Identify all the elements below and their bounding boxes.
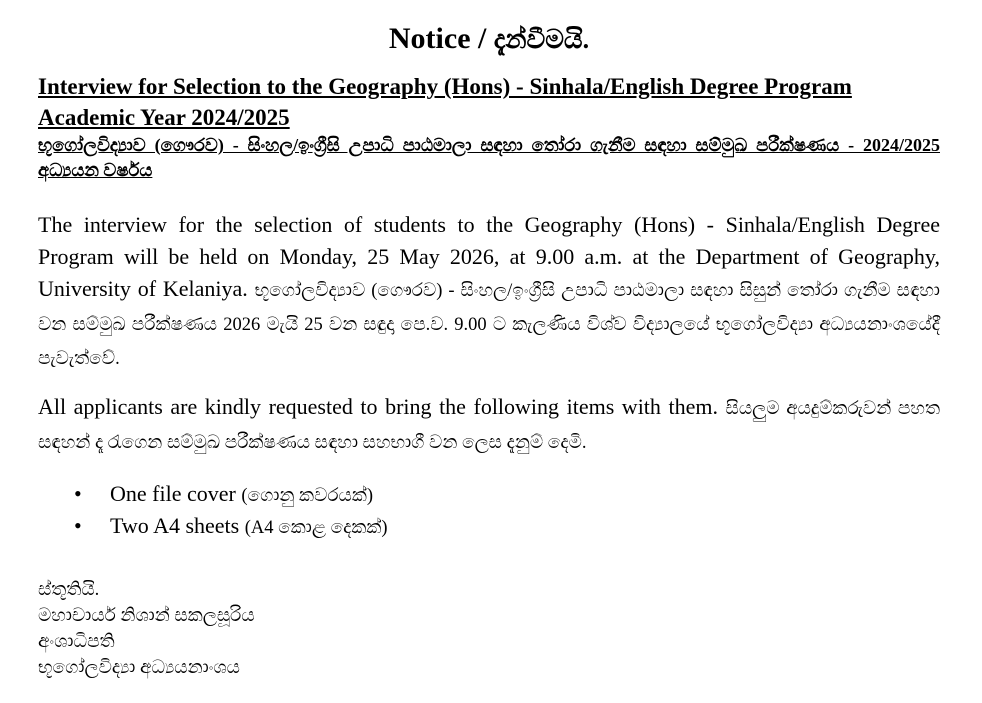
notice-title xyxy=(38,0,940,59)
item-english: One file cover xyxy=(110,481,236,506)
item-sinhala: (ගොනු කවරයක්) xyxy=(241,486,374,506)
interview-details-sinhala: භූගෝලවිද්‍යාව (ගෞරව) - සිංහල/ඉංග්‍රීසි උපාධි පාඨමාලා සඳහා සිසුන් තෝරා ගැනීම සඳහා වන සම්මුඛ පරීක්ෂණය 2026 මැයි 25 වන සඳුදා පෙ.ව. 9.00 ට කැලණිය විශ්ව විද්‍යාලයේ භූගෝලවිද්‍යා අධ්‍යයනාංශයේදී පැවැත්වේ. xyxy=(38,281,941,369)
item-sinhala: (A4 කොළ දෙකක්) xyxy=(244,518,388,538)
signatory-position: අංශාධිපති xyxy=(38,632,115,652)
closing-signature-block xyxy=(38,577,940,681)
bullet-icon: • xyxy=(74,481,82,506)
interview-details-english: The interview for the selection of students to the Geography (Hons) - Sinhala/English Degree Program will be held on Monday, 25 May 2026, at 9.00 a.m. at the Department of Geography, University of Kelaniya. xyxy=(38,212,940,301)
subject-sinhala: භූගෝලවිද්‍යාව (ගෞරව) - සිංහල/ඉංග්‍රීසි උපාධි පාඨමාලා සඳහා තෝරා ගැනීම සඳහා සම්මුඛ පරීක්ෂණය - 2024/2025 අධ්‍යයන වර්ෂය xyxy=(38,135,940,180)
subject-english: Interview for Selection to the Geography (Hons) - Sinhala/English Degree Program Academic Year 2024/2025 xyxy=(38,74,852,130)
notice-title-separator: / xyxy=(470,22,494,55)
item-english: Two A4 sheets xyxy=(110,513,240,538)
notice-title-sinhala: දැන්වීමයි. xyxy=(493,25,590,54)
notice-subject xyxy=(38,71,940,183)
list-item xyxy=(74,511,940,543)
list-item xyxy=(74,479,940,511)
notice-title-english: Notice xyxy=(388,22,471,55)
signatory-name: මහාචාර්ය නිශාන් සකලසූරිය xyxy=(38,606,255,626)
bullet-icon: • xyxy=(74,513,82,538)
required-items-list xyxy=(38,479,940,543)
closing-thanks: ස්තූතියි. xyxy=(38,580,100,600)
requirements-paragraph xyxy=(38,391,940,459)
interview-details-paragraph xyxy=(38,209,940,375)
requirements-english: All applicants are kindly requested to bring the following items with them. xyxy=(38,394,718,419)
signatory-department: භූගෝලවිද්‍යා අධ්‍යයනාංශය xyxy=(38,658,240,678)
requirements-sinhala: සියලුම අයදුම්කරුවන් පහත සඳහන් දෑ රැගෙන සම්මුඛ පරීක්ෂණය සඳහා සහභාගී වන ලෙස දැනුම් දෙමි. xyxy=(38,399,941,453)
